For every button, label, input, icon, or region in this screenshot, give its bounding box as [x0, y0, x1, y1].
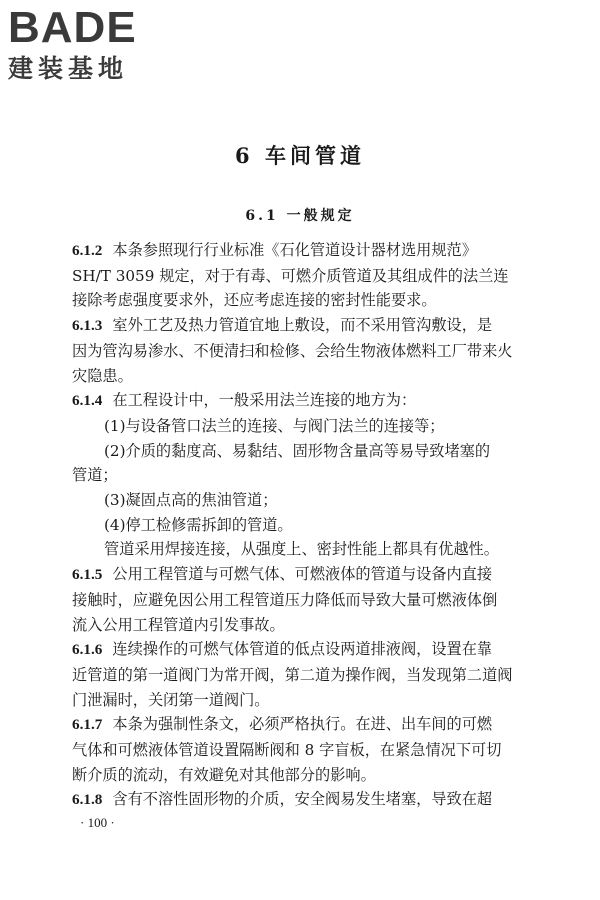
- paragraph-line: 接除考虑强度要求外，还应考虑连接的密封性能要求。: [72, 291, 437, 310]
- list-item: (2)介质的黏度高、易黏结、固形物含量高等易导致堵塞的: [104, 441, 491, 460]
- paragraph-line: 门泄漏时，关闭第一道阀门。: [72, 690, 270, 709]
- paragraph-line: 流入公用工程管道内引发事故。: [72, 615, 285, 634]
- paragraph-line: 接触时，应避免因公用工程管道压力降低而导致大量可燃液体倒: [72, 590, 498, 609]
- paragraph: [72, 238, 560, 264]
- paragraph-line: 断介质的流动，有效避免对其他部分的影响。: [72, 765, 376, 784]
- paragraph-line: SH/T 3059 规定，对于有毒、可燃介质管道及其组成件的法兰连: [72, 266, 509, 285]
- text-line: 在工程设计中，一般采用法兰连接的地方为：: [112, 391, 417, 410]
- paragraph-line: 灾隐患。: [72, 366, 133, 385]
- clause-number: 6.1.2: [72, 242, 103, 259]
- clause-number: 6.1.6: [72, 641, 103, 659]
- text-line: 本条为强制性条文，必须严格执行。在进、出车间的可燃: [112, 715, 493, 734]
- section-title: 6.1 一般规定: [245, 208, 355, 224]
- paragraph: [72, 712, 560, 738]
- paragraph: [72, 562, 560, 588]
- paragraph: [72, 388, 560, 414]
- clause-number: 6.1.7: [72, 716, 103, 734]
- list-item: (3)凝固点高的焦油管道；: [104, 491, 278, 510]
- paragraph-line: 因为管沟易渗水、不便清扫和检修、会给生物液体燃料工厂带来火: [72, 341, 513, 360]
- chapter-title: 6 车间管道: [235, 143, 365, 168]
- logo-brand: BADE: [8, 3, 137, 52]
- text-line: 公用工程管道与可燃气体、可燃液体的管道与设备内直接: [112, 565, 493, 584]
- text-line: 本条参照现行行业标准《石化管道设计器材选用规范》: [112, 241, 477, 259]
- page-number: · 100 ·: [80, 815, 115, 830]
- logo-subtitle: 建装基地: [8, 54, 129, 83]
- brand-logo: [8, 3, 137, 84]
- clause-number: 6.1.3: [72, 317, 103, 335]
- list-item-continuation: 管道；: [72, 466, 118, 485]
- text-line: 连续操作的可燃气体管道的低点设两道排液阀，设置在靠: [112, 640, 493, 659]
- clause-number: 6.1.5: [72, 566, 103, 584]
- paragraph-line: 管道采用焊接连接，从强度上、密封性能上都具有优越性。: [104, 540, 499, 559]
- paragraph: [72, 637, 560, 663]
- paragraph-line: 近管道的第一道阀门为常开阀，第二道为操作阀，当发现第二道阀: [72, 665, 513, 684]
- paragraph: [72, 313, 560, 339]
- text-line: 含有不溶性固形物的介质，安全阀易发生堵塞，导致在超: [112, 790, 493, 809]
- body-text: [72, 238, 560, 813]
- paragraph: [72, 787, 560, 813]
- list-item: (1)与设备管口法兰的连接、与阀门法兰的连接等；: [104, 416, 445, 435]
- paragraph-line: 气体和可燃液体管道设置隔断阀和 8 字盲板，在紧急情况下可切: [72, 741, 502, 760]
- clause-number: 6.1.8: [72, 791, 103, 809]
- clause-number: 6.1.4: [72, 392, 103, 410]
- text-line: 室外工艺及热力管道宜地上敷设，而不采用管沟敷设，是: [112, 316, 493, 335]
- list-item: (4)停工检修需拆卸的管道。: [104, 515, 293, 534]
